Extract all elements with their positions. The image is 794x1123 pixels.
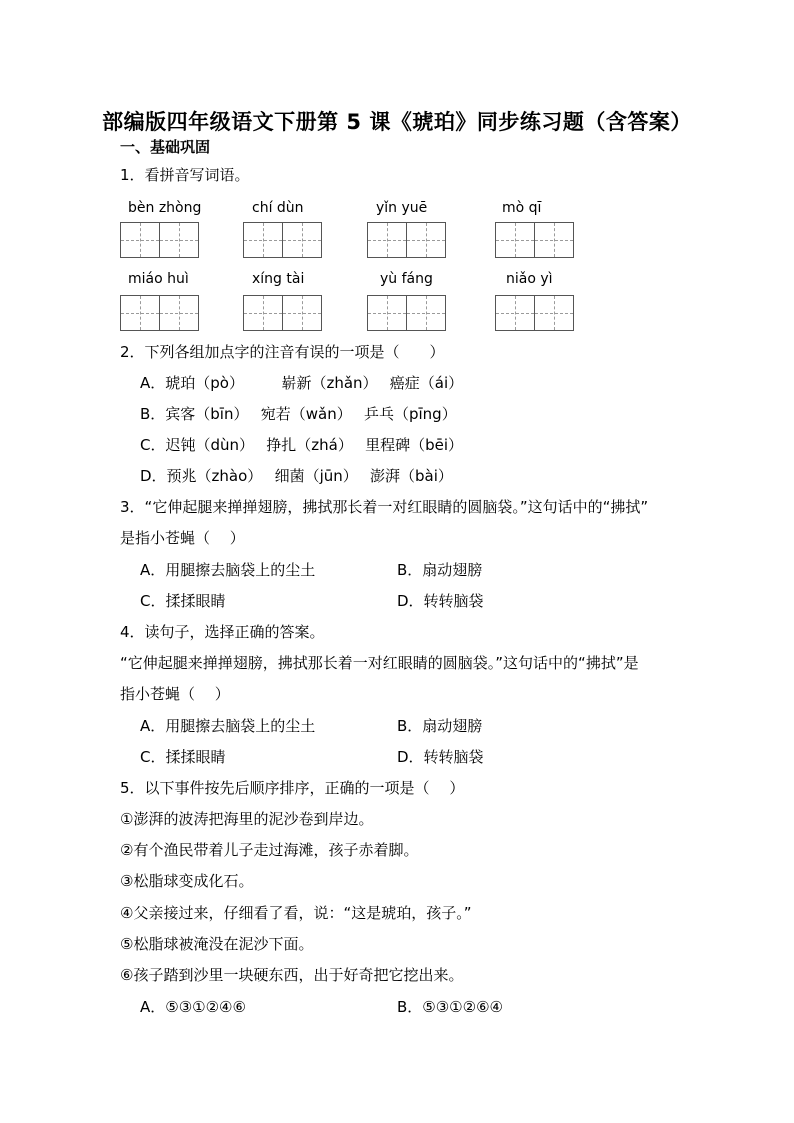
writing-box-pair[interactable]	[367, 222, 445, 258]
question-5-event: ③松脂球变成化石。	[120, 872, 254, 890]
writing-cell[interactable]	[282, 222, 322, 258]
question-3-option-a[interactable]: A．用腿擦去脑袋上的尘土	[140, 561, 316, 579]
question-5-option-b[interactable]: B．⑤③①②⑥④	[397, 998, 503, 1016]
writing-cell[interactable]	[282, 295, 322, 331]
question-3-option-d[interactable]: D．转转脑袋	[397, 592, 484, 610]
section-heading-basics: 一、基础巩固	[120, 138, 211, 156]
page-title: 部编版四年级语文下册第 5 课《琥珀》同步练习题（含答案）	[102, 110, 692, 134]
writing-box-pair[interactable]	[495, 295, 573, 331]
writing-cell[interactable]	[406, 295, 446, 331]
pinyin-label: yù fáng	[380, 271, 433, 287]
pinyin-label: xíng tài	[252, 271, 305, 287]
question-5-stem: 5．以下事件按先后顺序排序，正确的一项是（ ）	[120, 779, 465, 797]
question-2-option-b[interactable]: B．宾客（bīn） 宛若（wǎn） 乒乓（pīng）	[140, 405, 457, 423]
question-2-stem: 2．下列各组加点字的注音有误的一项是（ ）	[120, 343, 445, 361]
writing-cell[interactable]	[534, 222, 574, 258]
writing-cell[interactable]	[534, 295, 574, 331]
pinyin-label: niǎo yì	[506, 271, 553, 287]
writing-cell[interactable]	[406, 222, 446, 258]
writing-cell[interactable]	[495, 222, 535, 258]
pinyin-label: mò qī	[502, 200, 542, 216]
question-4-option-a[interactable]: A．用腿擦去脑袋上的尘土	[140, 717, 316, 735]
question-5-event: ⑤松脂球被淹没在泥沙下面。	[120, 935, 314, 953]
question-4-option-c[interactable]: C．揉揉眼睛	[140, 748, 226, 766]
question-4-option-d[interactable]: D．转转脑袋	[397, 748, 484, 766]
question-3-stem-line-1: 3．“它伸起腿来掸掸翅膀，拂拭那长着一对红眼睛的圆脑袋。”这句话中的“拂拭”	[120, 498, 649, 516]
question-3-stem-line-2: 是指小苍蝇（ ）	[120, 529, 245, 547]
writing-box-pair[interactable]	[243, 295, 321, 331]
question-5-option-a[interactable]: A．⑤③①②④⑥	[140, 998, 246, 1016]
question-2-option-d[interactable]: D．预兆（zhào） 细菌（jūn） 澎湃（bài）	[140, 467, 453, 485]
question-5-event: ①澎湃的波涛把海里的泥沙卷到岸边。	[120, 810, 374, 828]
question-2-option-c[interactable]: C．迟钝（dùn） 挣扎（zhá） 里程碑（bēi）	[140, 436, 464, 454]
question-4-quote-line-2: 指小苍蝇（ ）	[120, 685, 230, 703]
writing-cell[interactable]	[243, 222, 283, 258]
question-3-option-c[interactable]: C．揉揉眼睛	[140, 592, 226, 610]
question-1-stem: 1．看拼音写词语。	[120, 166, 250, 184]
writing-box-pair[interactable]	[120, 295, 198, 331]
writing-box-pair[interactable]	[367, 295, 445, 331]
writing-cell[interactable]	[367, 222, 407, 258]
writing-cell[interactable]	[159, 222, 199, 258]
writing-box-pair[interactable]	[495, 222, 573, 258]
question-4-option-b[interactable]: B．扇动翅膀	[397, 717, 483, 735]
writing-box-pair[interactable]	[120, 222, 198, 258]
writing-cell[interactable]	[367, 295, 407, 331]
question-5-event: ②有个渔民带着儿子走过海滩，孩子赤着脚。	[120, 841, 419, 859]
question-5-event: ④父亲接过来，仔细看了看，说：“这是琥珀，孩子。”	[120, 904, 472, 922]
question-4-quote-line-1: “它伸起腿来掸掸翅膀，拂拭那长着一对红眼睛的圆脑袋。”这句话中的“拂拭”是	[120, 654, 639, 672]
writing-box-pair[interactable]	[243, 222, 321, 258]
writing-cell[interactable]	[159, 295, 199, 331]
question-5-event: ⑥孩子踏到沙里一块硬东西，出于好奇把它挖出来。	[120, 966, 464, 984]
question-4-stem: 4．读句子，选择正确的答案。	[120, 623, 325, 641]
pinyin-label: yǐn yuē	[376, 200, 428, 216]
pinyin-label: chí dùn	[252, 200, 304, 216]
writing-cell[interactable]	[495, 295, 535, 331]
pinyin-label: bèn zhòng	[128, 200, 202, 216]
writing-cell[interactable]	[120, 295, 160, 331]
writing-cell[interactable]	[243, 295, 283, 331]
writing-cell[interactable]	[120, 222, 160, 258]
pinyin-label: miáo huì	[128, 271, 189, 287]
question-2-option-a[interactable]: A．琥珀（pò） 崭新（zhǎn） 癌症（ái）	[140, 374, 464, 392]
question-3-option-b[interactable]: B．扇动翅膀	[397, 561, 483, 579]
